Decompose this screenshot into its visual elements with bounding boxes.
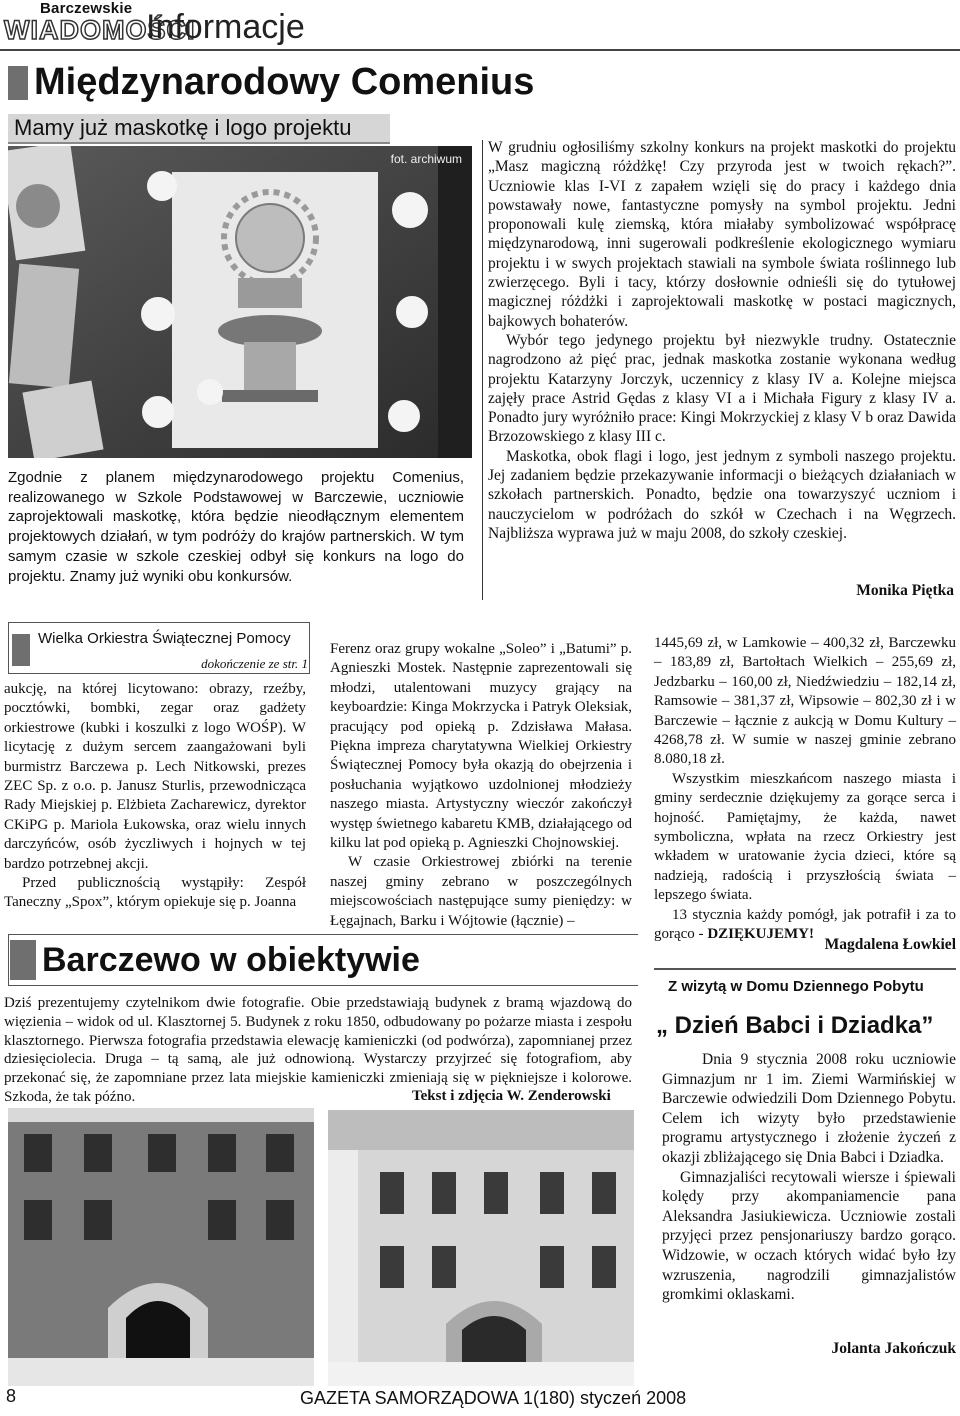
wosp-paragraph: W czasie Orkiestrowej zbiórki na terenie naszej gminy zebrano w poszczególnych miejscowościach następujące sumy pieniędzy: w Łęgajnach, Barku i Wójtowie (łącznie) – <box>330 854 632 929</box>
wosp-closing: 13 stycznia każdy pomógł, jak potrafił i za to gorąco - <box>654 906 956 943</box>
barczewo-text: Dziś prezentujemy czytelnikom dwie fotografie. Obie przedstawiają budynek z bramą wjazdową do więzienia – widok od ul. Klasztornej 5. Budynek z roku 1850, odbudowany po pożarze miasta i zespołu klasztornego. Pierwsza fotografia przedstawia elewację kamieniczki (od podwórza), zapomnianej przez dziesięciolecia. Druga – tą samą, ale już odnowioną. Wystarczy przyjrzeć się fotografiom, aby przekonać się, że zapomniane przez lata miejskie kamieniczki zmieniają się w piękniejsze i kolorowe. Szkoda, że tak późno. <box>4 995 632 1105</box>
wosp-title-marker <box>12 634 30 666</box>
article-lead: Zgodnie z planem międzynarodowego projektu Comenius, realizowanego w Szkole Podstawowej w Barczewie, uczniowie zaprojektowali maskotkę, która będzie nieodłącznym elementem projektowych działań, w tym podróży do krajów partnerskich. W tym samym czasie w szkole czeskiej odbył się konkurs na logo do projektu. Znamy już wyniki obu konkursów. <box>8 469 464 585</box>
dzien-babci-kicker: Z wizytą w Domu Dziennego Pobytu <box>668 978 924 995</box>
dzien-babci-paragraph: Dnia 9 stycznia 2008 roku uczniowie Gimnazjum nr 1 im. Ziemi Warmińskiej w Barczewie odwiedzili Dom Dziennego Pobytu. Celem ich wizyty było przedstawienie programu artystycznego i złożenie życzeń z okazji zbliżającego się Dnia Babci i Dziadka. <box>662 1051 956 1166</box>
photo-caption: fot. archiwum <box>390 152 462 166</box>
masthead-logo <box>4 0 196 46</box>
wosp-author: Magdalena Łowkiel <box>824 936 956 953</box>
wosp-column-2 <box>330 640 632 931</box>
section-title: Informacje <box>146 8 305 46</box>
wosp-thanks: DZIĘKUJEMY! <box>707 926 814 943</box>
article-subtitle: Mamy już maskotkę i logo projektu <box>8 114 390 144</box>
publication-footer: GAZETA SAMORZĄDOWA 1(180) styczeń 2008 <box>300 1388 687 1408</box>
article-paragraph: W grudniu ogłosiliśmy szkolny konkurs na projekt maskotki do projektu „Masz magiczną różdżkę! Czy przyroda jest w twoich rękach?”. Uczniowie klas I-VI z zapałem wzięli się do pracy i każdego dnia powstawały nowe, fantastyczne pomysły na symbol projektu. Jedni proponowali kulę ziemską, która miałaby symbolizować współpracę międzynarodową, inni sugerowali podkreślenie ekologicznego wymiaru projektu i w swych projektach stawiali na symbole świata roślinnego lub zwierzęcego. Byli i tacy, którzy dosłownie odnieśli się do tytułowej magicznej różdżki i zaprojektowali maskotkę w postaci magicznych, bajkowych bohaterów. <box>488 139 956 330</box>
wosp-paragraph: Ferenz oraz grupy wokalne „Soleo” i „Batumi” p. Agnieszki Mostek. Następnie zaprezentowali się młodzi, utalentowani muzycy grający na keyboardzie: Kinga Mokrzycka i Patryk Oleksiak, pracujący pod opieką p. Zdzisława Małasa. Piękna impreza charytatywna Wielkiej Orkiestry Świątecznej Pomocy była okazją do obejrzenia i posłuchania wyjątkowo uzdolnionej młodzieży naszego miasta. Artystyczny wieczór zakończył występ świetnego kabaretu KMB, działającego od kilku lat pod opieką p. Agnieszki Chojnowskiej. <box>330 641 632 852</box>
barczewo-credit: Tekst i zdjęcia W. Zenderowski <box>412 1088 611 1104</box>
article-body <box>488 138 956 543</box>
article-author: Monika Piętka <box>856 582 954 599</box>
building-photo-before-art <box>8 1108 314 1386</box>
masthead-logo-top: Barczewskie <box>40 0 133 17</box>
article-paragraph: Wybór tego jedynego projektu był niezwykle trudny. Ostatecznie nagrodzono aż pięć prac, jednak maskotka zostanie wykonana według projektu Katarzyny Jorczyk, uczennicy z klasy IV a. Kolejne miejsca zajęły prace Astrid Gędas z klasy VI a i Michała Figury z klasy IV a. Ponadto jury wyróżniło prace: Kingi Mokrzyckiej z klasy V b oraz Dawida Brzozowskiego z klasy III c. <box>488 331 956 446</box>
masthead-logo-main: WIADOMOŚCI <box>4 15 196 45</box>
article-title: Międzynarodowy Comenius <box>34 61 535 103</box>
mascot-photo-art <box>8 146 472 458</box>
wosp-column-1 <box>4 680 306 913</box>
dzien-babci-author: Jolanta Jakończuk <box>831 1340 956 1357</box>
header-rule <box>0 49 960 51</box>
wosp-paragraph: Wszystkim mieszkańcom naszego miasta i gminy serdecznie dziękujemy za gorące serca i hojność. Pamiętajmy, że każda, nawet symboliczna, wpłata na rzecz Orkiestry jest wkładem w uratowanie życia dzieci, które są nadzieją, radością i przyszłością świata – lepszego świata. <box>654 770 956 904</box>
column-rule <box>482 140 483 600</box>
building-photo-before <box>8 1108 314 1386</box>
dzien-babci-title: „ Dzień Babci i Dziadka” <box>656 1012 934 1039</box>
wosp-title: Wielka Orkiestra Świątecznej Pomocy <box>38 630 291 647</box>
wosp-continued: dokończenie ze str. 1 <box>201 656 308 671</box>
title-marker <box>8 66 28 100</box>
barczewo-title: Barczewo w obiektywie <box>42 941 420 979</box>
article-paragraph: Maskotka, obok flagi i logo, jest jednym z symboli naszego projektu. Jej zadaniem będzie przekazywanie informacji o bieżących działaniach w szkołach partnerskich. Ponadto, będzie ona towarzyszyć uczniom i nauczycielom w podróżach do szkół w Czechach i na Węgrzech. Najbliższa wyprawa już w maju 2008, do szkoły czeskiej. <box>488 447 956 542</box>
dzien-babci-body <box>662 1050 956 1305</box>
dzien-babci-paragraph: Gimnazjaliści recytowali wiersze i śpiewali kolędy przy akompaniamencie pana Aleksandra Jasiukiewicza. Uczniowie zostali przyjęci przez pensjonariuszy bardzo gorąco. Widzowie, w oczach których widać było łzy wzruszenia, nagrodzili gimnazjalistów gromkimi oklaskami. <box>662 1168 956 1304</box>
wosp-paragraph: 1445,69 zł, w Lamkowie – 400,32 zł, Barczewku – 183,89 zł, Bartołtach Wielkich – 255,69 zł, Jedzbarku – 160,00 zł, Niedźwiedziu – 182,14 zł, Ramsowie – 381,37 zł, Wipsowie – 802,30 zł i w Barczewie – łącznie z aukcją w Domu Kultury – 4268,78 zł. W sumie w naszej gminie zebrano 8.080,18 zł. <box>654 635 956 768</box>
wosp-paragraph: Przed publicznością wystąpiły: Zespół Taneczny „Spox”, którym opiekuje się p. Joanna <box>4 875 306 911</box>
building-photo-after-art <box>328 1110 634 1386</box>
page-number: 8 <box>6 1386 17 1406</box>
wosp-paragraph: aukcję, na której licytowano: obrazy, rzeźby, pocztówki, bombki, zegar oraz gadżety orkiestrowe (kubki i koszulki z logo WOŚP). W licytację z dużym sercem zaangażowani byli burmistrz Barczewa p. Lech Nitkowski, prezes ZEC Sp. z o.o. p. Janusz Sturlis, przewodnicząca Rady Miejskiej p. Elżbieta Zacharewicz, dyrektor CKiPG p. Mariola Łukowska, oraz wielu innych darczyńców, osób życzliwych i hojnych w tej bardzo potrzebnej akcji. <box>4 681 306 872</box>
building-photo-after <box>328 1110 634 1386</box>
wosp-column-3 <box>654 634 956 945</box>
mascot-photo <box>8 146 472 458</box>
